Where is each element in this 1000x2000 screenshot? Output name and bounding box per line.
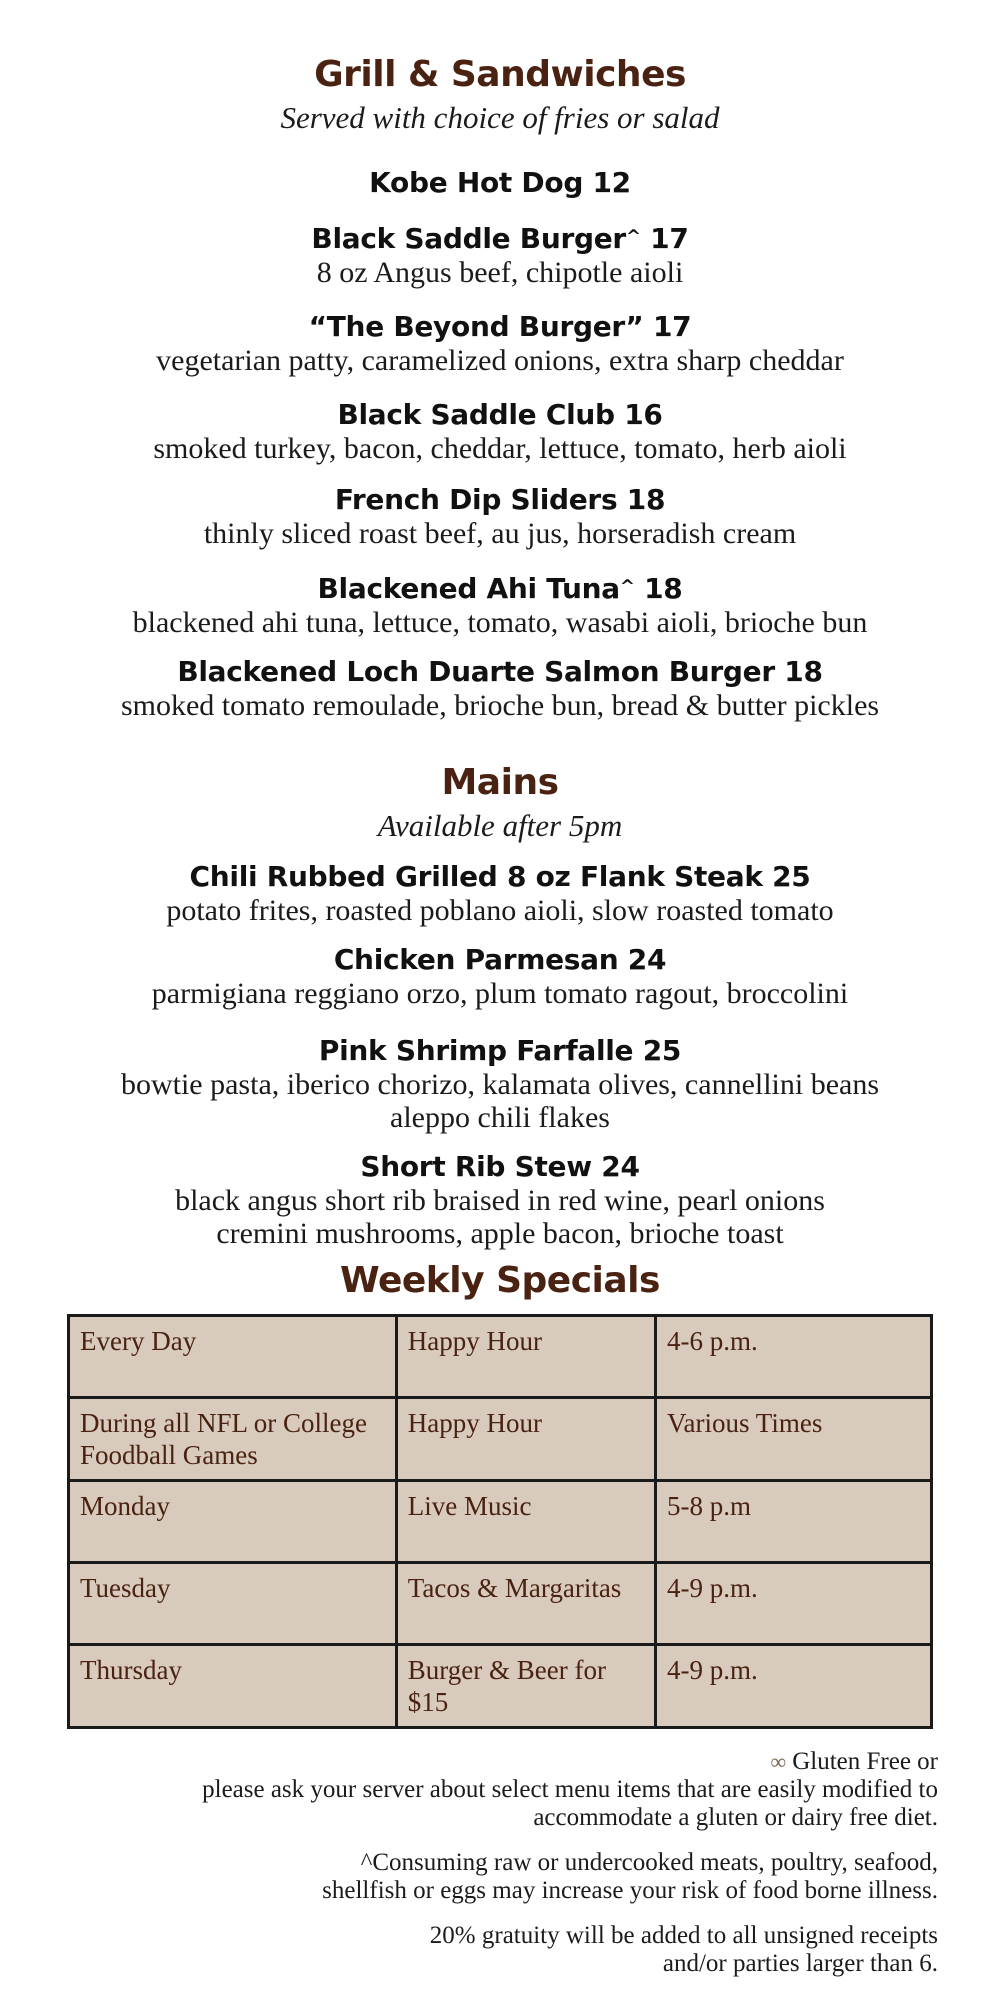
- menu-item-name: Short Rib Stew 24: [360, 1150, 640, 1183]
- special-time: Various Times: [656, 1398, 932, 1481]
- special-day: Thursday: [69, 1645, 397, 1728]
- table-row: [69, 1481, 932, 1563]
- menu-item-description: bowtie pasta, iberico chorizo, kalamata olives, cannellini beans: [120, 1068, 880, 1101]
- gratuity-note-line-1: 20% gratuity will be added to all unsigned receipts: [429, 1922, 938, 1949]
- raw-caret-mark: ^: [625, 226, 641, 247]
- menu-item-title: Blackened Ahi Tuna: [317, 572, 620, 605]
- raw-caret-mark: ^: [619, 576, 635, 597]
- menu-item-name: [0, 222, 1000, 255]
- menu-item-name: Black Saddle Club 16: [337, 398, 663, 431]
- menu-item-description: aleppo chili flakes: [390, 1101, 610, 1134]
- mains-section-title: Mains: [441, 762, 559, 803]
- menu-item-description: blackened ahi tuna, lettuce, tomato, wasabi aioli, brioche bun: [132, 606, 868, 639]
- menu-item-name: Pink Shrimp Farfalle 25: [318, 1034, 682, 1067]
- special-deal: Happy Hour: [396, 1316, 655, 1398]
- special-deal: Burger & Beer for $15: [396, 1645, 655, 1728]
- table-row: [69, 1316, 932, 1398]
- raw-warning-line-1: ^Consuming raw or undercooked meats, poultry, seafood,: [360, 1849, 938, 1876]
- menu-item-description: 8 oz Angus beef, chipotle aioli: [316, 256, 684, 289]
- gluten-note-line-2: please ask your server about select menu items that are easily modified to: [202, 1776, 938, 1803]
- menu-item-name: Chicken Parmesan 24: [333, 943, 667, 976]
- menu-item-description: parmigiana reggiano orzo, plum tomato ragout, broccolini: [151, 977, 849, 1010]
- specials-table: [67, 1314, 933, 1729]
- menu-item-name: French Dip Sliders 18: [334, 483, 666, 516]
- grill-section-subtitle: Served with choice of fries or salad: [280, 100, 720, 135]
- special-day: Every Day: [69, 1316, 397, 1398]
- special-day: Tuesday: [69, 1563, 397, 1645]
- special-time: 4-6 p.m.: [656, 1316, 932, 1398]
- mains-section-subtitle: Available after 5pm: [377, 808, 623, 843]
- table-row: [69, 1563, 932, 1645]
- specials-section-title: Weekly Specials: [340, 1260, 660, 1301]
- menu-item-name: [0, 572, 1000, 605]
- menu-item-title: Black Saddle Burger: [311, 222, 626, 255]
- special-deal: Tacos & Margaritas: [396, 1563, 655, 1645]
- gluten-note-line-1: [771, 1748, 938, 1776]
- special-day: During all NFL or College Foodball Games: [69, 1398, 397, 1481]
- menu-item-description: vegetarian patty, caramelized onions, extra sharp cheddar: [156, 344, 844, 377]
- menu-item-description: cremini mushrooms, apple bacon, brioche toast: [216, 1217, 784, 1250]
- menu-item-price: 17: [640, 222, 689, 255]
- raw-warning-line-2: shellfish or eggs may increase your risk of food borne illness.: [322, 1877, 938, 1904]
- menu-item-name: Chili Rubbed Grilled 8 oz Flank Steak 25: [189, 860, 811, 893]
- table-row: [69, 1398, 932, 1481]
- gluten-note-line-3: accommodate a gluten or dairy free diet.: [533, 1804, 938, 1831]
- special-time: 5-8 p.m: [656, 1481, 932, 1563]
- gluten-free-icon: ∞: [770, 1749, 787, 1774]
- menu-item-name: Kobe Hot Dog 12: [369, 166, 631, 199]
- gluten-label: Gluten Free or: [792, 1748, 938, 1775]
- menu-item-description: black angus short rib braised in red wine, pearl onions: [175, 1184, 825, 1217]
- menu-item-description: smoked tomato remoulade, brioche bun, bread & butter pickles: [120, 689, 880, 722]
- special-time: 4-9 p.m.: [656, 1563, 932, 1645]
- grill-section-title: Grill & Sandwiches: [314, 54, 686, 95]
- special-deal: Live Music: [396, 1481, 655, 1563]
- menu-item-name: “The Beyond Burger” 17: [308, 310, 692, 343]
- table-row: [69, 1645, 932, 1728]
- menu-item-name: Blackened Loch Duarte Salmon Burger 18: [177, 655, 823, 688]
- menu-item-description: potato frites, roasted poblano aioli, slow roasted tomato: [166, 894, 834, 927]
- special-day: Monday: [69, 1481, 397, 1563]
- special-deal: Happy Hour: [396, 1398, 655, 1481]
- menu-item-description: thinly sliced roast beef, au jus, horseradish cream: [203, 517, 797, 550]
- menu-item-description: smoked turkey, bacon, cheddar, lettuce, tomato, herb aioli: [153, 432, 847, 465]
- special-time: 4-9 p.m.: [656, 1645, 932, 1728]
- gratuity-note-line-2: and/or parties larger than 6.: [662, 1950, 938, 1977]
- menu-item-price: 18: [634, 572, 683, 605]
